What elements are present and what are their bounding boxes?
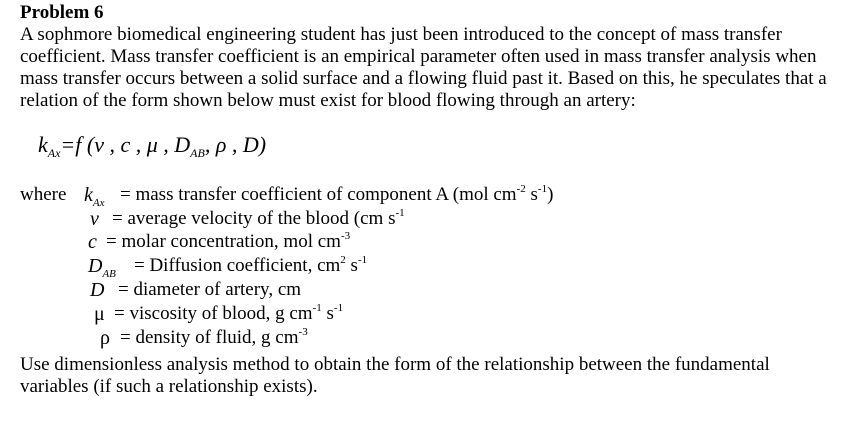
- relation-equation: [38, 132, 266, 161]
- definition-text: = average velocity of the blood (cm $s^{-1}$: [112, 207, 405, 229]
- definition-text: = Diffusion coefficient, $cm^2$ $s^{-1}$: [134, 254, 368, 276]
- definition-symbol: D: [90, 279, 105, 301]
- definition-text: = density of fluid, g $cm^{-3}$: [120, 326, 308, 348]
- definition-text: = molar concentration, mol $cm^{-3}$: [106, 230, 351, 252]
- problem-intro: A sophmore biomedical engineering student has just been introduced to the concept of mass transfer coefficient. Mass transfer coefficient is an empirical parameter often used in mass transfer analysis when mass transfer occurs between a solid surface and a flowing fluid past it. Based on this, he speculates that a relation of the form shown below must exist for blood flowing through an artery:: [20, 24, 827, 111]
- problem-instructions: Use dimensionless analysis method to obtain the form of the relationship between the fundamental variables (if such a relationship exists).: [20, 354, 770, 397]
- problem-title: Problem 6: [20, 2, 104, 23]
- eq-rhs-sub: AB: [190, 146, 205, 160]
- eq-lhs-symbol: k: [38, 132, 48, 157]
- eq-lhs-sub: Ax: [47, 146, 61, 160]
- problem-document: [20, 2, 840, 112]
- definition-symbol: v: [90, 208, 99, 230]
- eq-rhs-end: , ρ , D): [204, 132, 267, 157]
- definition-text: = diameter of artery, cm: [118, 279, 302, 300]
- eq-rhs-start: =f (v , c , μ , D: [60, 132, 191, 157]
- definition-symbol: $k_{Ax}$: [84, 184, 105, 209]
- definition-symbol: ρ: [100, 327, 110, 349]
- definition-text: = mass transfer coefficient of component A (mol $cm^{-2}$ $s^{-1}$): [120, 183, 554, 205]
- definition-symbol: c: [88, 231, 97, 253]
- definition-symbol: μ: [94, 303, 105, 325]
- definition-symbol: $D_{AB}$: [88, 255, 116, 280]
- definition-text: = viscosity of blood, g $cm^{-1}$ $s^{-1}$: [114, 302, 344, 324]
- where-label: where: [20, 184, 67, 205]
